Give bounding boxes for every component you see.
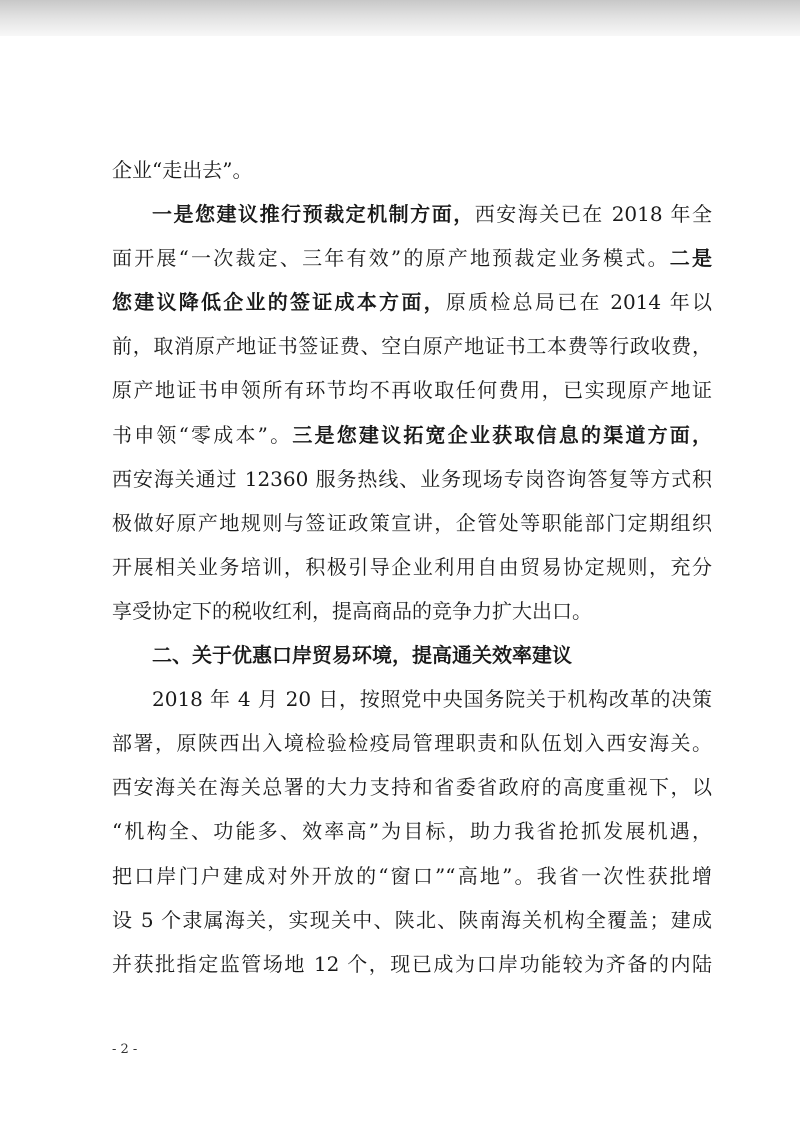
text-run: 开展相关业务培训，积极引导企业利用自由贸易协定规则，充分 xyxy=(112,554,712,579)
text-run: 前，取消原产地证书签证费、空白原产地证书工本费等行政收费， xyxy=(112,334,712,359)
text-line xyxy=(112,413,712,457)
bold-text-run: 三是您建议拓宽企业获取信息的渠道方面， xyxy=(292,422,713,447)
text-run: 西安海关在海关总署的大力支持和省委省政府的高度重视下，以 xyxy=(112,775,712,800)
text-line xyxy=(112,545,712,589)
text-line xyxy=(112,721,712,765)
text-line xyxy=(112,677,712,721)
text-run: 原产地证书申领所有环节均不再收取任何费用，已实现原产地证 xyxy=(112,378,712,403)
text-line xyxy=(112,192,712,236)
text-line xyxy=(112,589,712,633)
bold-text-run: 二是 xyxy=(669,246,713,271)
bold-text-run: 一是您建议推行预裁定机制方面， xyxy=(152,202,475,227)
text-line xyxy=(112,280,712,324)
text-run: 原质检总局已在 2014 年以 xyxy=(445,290,712,315)
document-body xyxy=(112,148,712,986)
text-line xyxy=(112,942,712,986)
text-run: 西安海关通过 12360 服务热线、业务现场专岗咨询答复等方式积 xyxy=(112,466,712,491)
text-run: 享受协定下的税收红利，提高商品的竞争力扩大出口。 xyxy=(112,598,592,623)
scan-header-band xyxy=(0,0,800,36)
text-line xyxy=(112,457,712,501)
text-line xyxy=(112,765,712,809)
text-line xyxy=(112,148,712,192)
text-line xyxy=(112,236,712,280)
text-run: 部署，原陕西出入境检验检疫局管理职责和队伍划入西安海关。 xyxy=(112,731,712,756)
text-run: 极做好原产地规则与签证政策宣讲，企管处等职能部门定期组织 xyxy=(112,510,712,535)
text-run: 面开展“一次裁定、三年有效”的原产地预裁定业务模式。 xyxy=(112,246,670,271)
text-run: 把口岸门户建成对外开放的“窗口”“高地”。我省一次性获批增 xyxy=(112,863,712,888)
text-run: 并获批指定监管场地 12 个，现已成为口岸功能较为齐备的内陆 xyxy=(112,951,712,976)
text-line xyxy=(112,324,712,368)
text-run: 企业“走出去”。 xyxy=(112,158,253,182)
text-line xyxy=(112,898,712,942)
bold-text-run: 二、关于优惠口岸贸易环境，提高通关效率建议 xyxy=(152,643,572,668)
page-number: - 2 - xyxy=(112,1042,138,1057)
text-run: 书申领“零成本”。 xyxy=(112,422,293,447)
text-line xyxy=(112,501,712,545)
text-line xyxy=(112,809,712,853)
text-run: 2018 年 4 月 20 日，按照党中央国务院关于机构改革的决策 xyxy=(152,687,712,712)
text-run: 设 5 个隶属海关，实现关中、陕北、陕南海关机构全覆盖；建成 xyxy=(112,907,712,932)
text-run: 西安海关已在 2018 年全 xyxy=(474,202,712,227)
text-line xyxy=(112,633,712,677)
text-line xyxy=(112,368,712,412)
text-line xyxy=(112,854,712,898)
bold-text-run: 您建议降低企业的签证成本方面， xyxy=(112,290,446,315)
text-run: “机构全、功能多、效率高”为目标，助力我省抢抓发展机遇， xyxy=(112,819,712,844)
